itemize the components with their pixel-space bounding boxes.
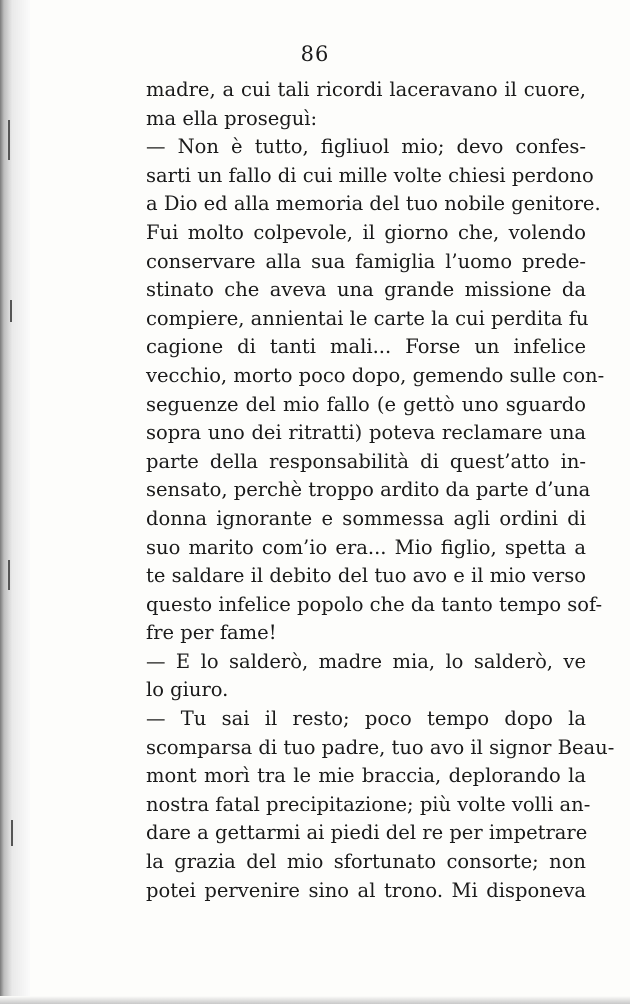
- text-line: parte della responsabilità di quest’atto in-: [146, 449, 586, 473]
- text-line: scomparsa di tuo padre, tuo avo il signor Beau-: [146, 735, 615, 759]
- gutter-mark: [11, 820, 13, 846]
- text-line: sopra uno dei ritratti) poteva reclamare una: [146, 421, 586, 445]
- text-line: dare a gettarmi ai piedi del re per impetrare: [146, 821, 588, 845]
- text-line: a Dio ed alla memoria del tuo nobile genitore.: [146, 192, 601, 216]
- text-line: suo marito com’io era... Mio figlio, spetta a: [146, 535, 586, 559]
- text-line: madre, a cui tali ricordi laceravano il cuore,: [146, 78, 586, 101]
- text-line: conservare alla sua famiglia l’uomo prede-: [146, 249, 586, 273]
- gutter-mark: [10, 300, 12, 322]
- text-line: donna ignorante e sommessa agli ordini di: [146, 506, 586, 530]
- text-line: Fui molto colpevole, il giorno che, volendo: [146, 220, 586, 244]
- body-text: [146, 76, 615, 905]
- text-line: — E lo salderò, madre mia, lo salderò, ve: [146, 649, 586, 673]
- text-line: vecchio, morto poco dopo, gemendo sulle con-: [146, 363, 605, 387]
- text-line: sensato, perchè troppo ardito da parte d’una: [146, 478, 591, 502]
- text-line: questo infelice popolo che da tanto tempo sof-: [146, 592, 603, 616]
- page-number: 86: [300, 42, 330, 66]
- text-line: la grazia del mio sfortunato consorte; non: [146, 850, 586, 874]
- text-line: ma ella proseguì:: [146, 106, 318, 130]
- text-line: te saldare il debito del tuo avo e il mio verso: [146, 564, 586, 588]
- text-line: lo giuro.: [146, 678, 229, 702]
- text-line: seguenze del mio fallo (e gettò uno sguardo: [146, 392, 586, 416]
- text-line: sarti un fallo di cui mille volte chiesi perdono: [146, 163, 594, 187]
- gutter-mark: [8, 120, 10, 160]
- text-line: cagione di tanti mali... Forse un infelice: [146, 335, 586, 359]
- text-line: — Tu sai il resto; poco tempo dopo la: [146, 707, 586, 731]
- page-gutter-shadow: [0, 0, 30, 1004]
- text-line: compiere, annientai le carte la cui perdita fu: [146, 306, 589, 330]
- text-line: — Non è tutto, figliuol mio; devo confes-: [146, 135, 586, 159]
- text-line: stinato che aveva una grande missione da: [146, 278, 586, 302]
- text-line: mont morì tra le mie braccia, deplorando la: [146, 764, 586, 788]
- text-line: nostra fatal precipitazione; più volte volli an-: [146, 792, 591, 816]
- text-line: fre per fame!: [146, 621, 277, 645]
- page-bottom-edge: [0, 996, 630, 1004]
- text-line: potei pervenire sino al trono. Mi disponeva: [146, 878, 586, 902]
- gutter-mark: [8, 560, 10, 590]
